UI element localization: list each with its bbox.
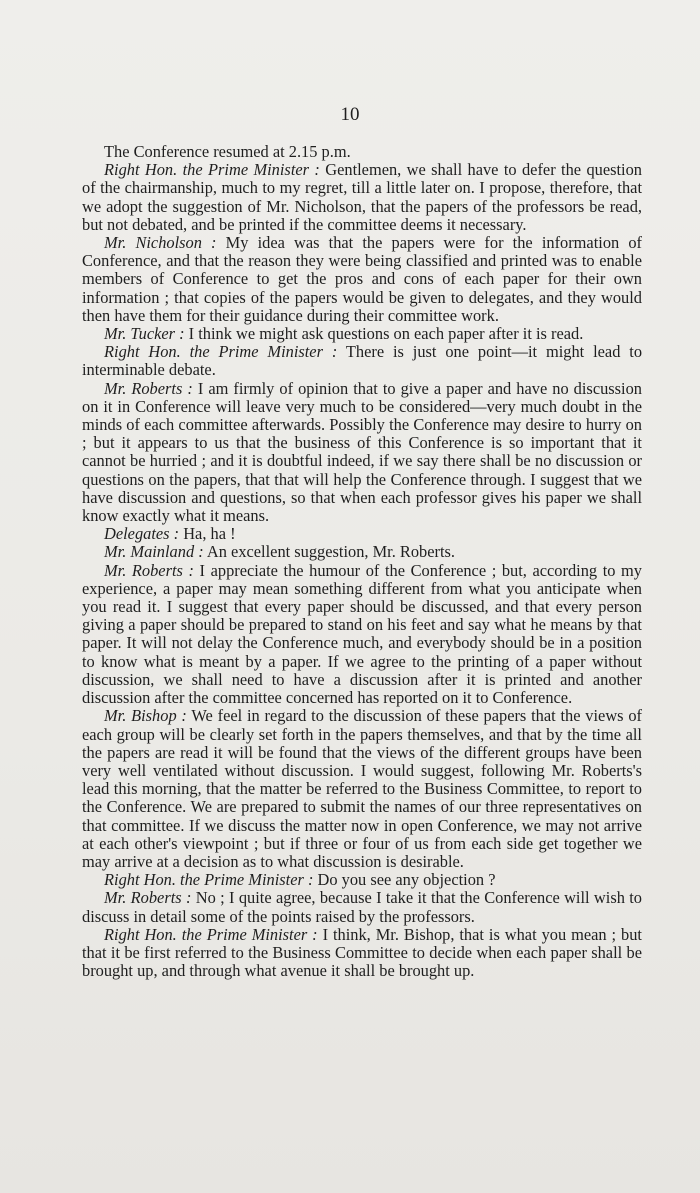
speaker-name: Right Hon. the Prime Minister : (104, 160, 320, 180)
paragraph-text: I think, Mr. Bishop, that is what you mean ; but that it be first referred to the Business Committee to decide when each paper shall be brought up, and through what avenue it shall be brought up. (82, 924, 642, 981)
speaker-name: Mr. Roberts : (104, 378, 193, 398)
paragraph-text: I think we might ask questions on each paper after it is read. (184, 324, 584, 344)
paragraph-text: I am firmly of opinion that to give a paper and have no discussion on it in Conference will leave very much to be considered—very much doubt in the minds of each committee afterwards. Possibly the Conference may desire to hurry on ; but it appears to us that the business of this Conference is so important that it cannot be hurried ; and it is doubtful indeed, if we say there shall be no discussion or questions on the papers, that that will help the Conference through. I suggest that we have discussion and questions, so that when each professor gives his paper we shall know exactly what it means. (82, 378, 642, 526)
paragraph-text: No ; I quite agree, because I take it that the Conference will wish to discuss in detail some of the points raised by the professors. (82, 888, 642, 926)
paragraph-text: We feel in regard to the discussion of these papers that the views of each group will be clearly set forth in the papers themselves, and that by the time all the papers are read it will be found that the views of the different groups have been very well ventilated without discussion. I would suggest, following Mr. Roberts's lead this morning, that the matter be referred to the Business Committee, to report to the Conference. We are prepared to submit the names of our three representatives on that committee. If we discuss the matter now in open Conference, we may not arrive at each other's viewpoint ; but if three or four of us from each side get together we may arrive at a decision as to what discussion is desirable. (82, 706, 642, 871)
paragraph-text: An excellent suggestion, Mr. Roberts. (203, 542, 456, 562)
paragraph-text: Ha, ha ! (179, 524, 236, 544)
paragraph-text: I appreciate the humour of the Conference ; but, according to my experience, a paper may mean something different from what you anticipate when you read it. I suggest that every paper should be discussed, and that every person giving a paper should be prepared to stand on his feet and say what he means by that paper. It will not delay the Conference much, and everybody should be in a position to know what is meant by a paper. If we agree to the printing of a paper without discussion, we shall need to have a discussion after it is printed and another discussion after the committee concerned has reported on it to Conference. (82, 560, 642, 708)
paragraph (82, 234, 642, 325)
paragraph-text: Do you see any objection ? (313, 870, 496, 890)
speaker-name: Mr. Bishop : (104, 706, 187, 726)
speaker-name: Mr. Mainland : (104, 542, 204, 562)
paragraph (82, 707, 642, 871)
paragraph (82, 343, 642, 379)
paragraph (82, 926, 642, 981)
page-number: 10 (340, 104, 360, 125)
paragraph (82, 380, 642, 526)
paragraph (82, 143, 642, 161)
speaker-name: Mr. Nicholson : (104, 233, 217, 253)
transcript-body (82, 143, 642, 980)
paragraph-text: The Conference resumed at 2.15 p.m. (104, 142, 351, 161)
paragraph (82, 562, 642, 708)
paragraph (82, 543, 642, 561)
paragraph (82, 871, 642, 889)
speaker-name: Right Hon. the Prime Minister : (104, 342, 338, 362)
paragraph-text: Gentlemen, we shall have to defer the question of the chairmanship, much to my regret, till a little later on. I propose, therefore, that we adopt the suggestion of Mr. Nicholson, that the papers of the professors be read, but not debated, and be printed if the committee deems it necessary. (82, 160, 642, 234)
speaker-name: Mr. Roberts : (104, 560, 194, 580)
paragraph (82, 161, 642, 234)
speaker-name: Delegates : (104, 524, 180, 544)
speaker-name: Mr. Tucker : (104, 324, 185, 344)
paragraph-text: My idea was that the papers were for the information of Conference, and that the reason they were being classified and printed was to enable members of Conference to get the pros and cons of each paper for their own information ; that copies of the papers would be given to delegates, and they would then have them for their guidance during their committee work. (82, 233, 642, 325)
speaker-name: Mr. Roberts : (104, 888, 192, 908)
paragraph (82, 325, 642, 343)
speaker-name: Right Hon. the Prime Minister : (104, 870, 314, 890)
speaker-name: Right Hon. the Prime Minister : (104, 924, 318, 944)
paragraph (82, 889, 642, 925)
paragraph (82, 525, 642, 543)
paragraph-text: There is just one point—it might lead to interminable debate. (82, 342, 643, 380)
